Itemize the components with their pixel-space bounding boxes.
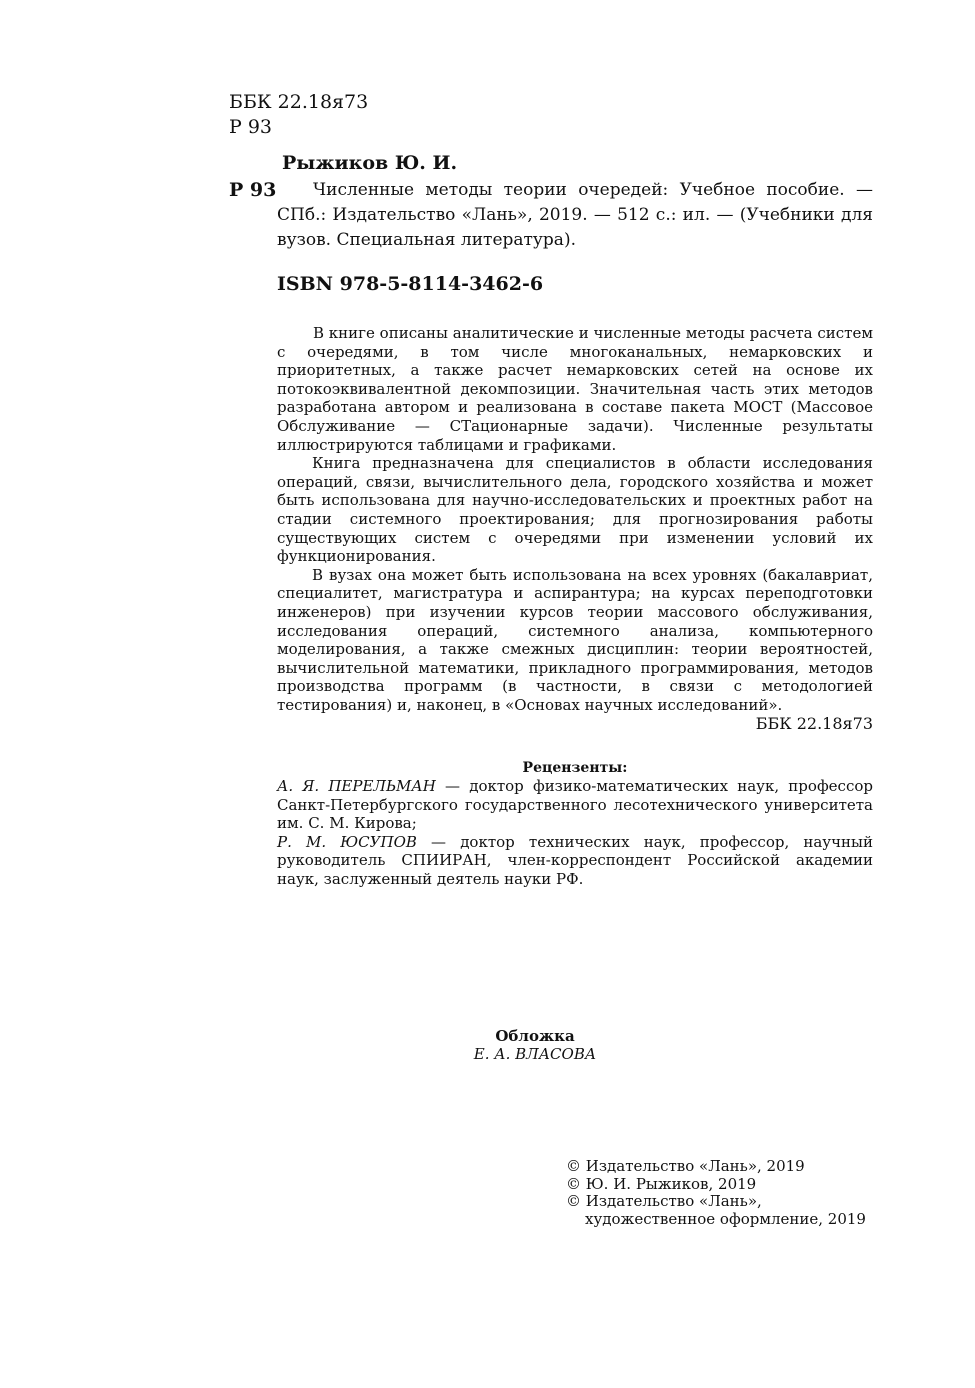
annotation-paragraph: В вузах она может быть использована на всех уровнях (бакалавриат, специалитет, магистратура и аспирантура; на курсах переподготовки инженеров) при изучении курсов теории массового обслуживания, исследования операций, системного анализа, компьютерного моделирования, а также смежных дисциплин: теории вероятностей, вычислительной математики, прикладного программирования, методов производства программ (в частности, в связи с методологией тестирования) и, наконец, в «Основах научных исследований». (277, 565, 873, 714)
annotation (277, 324, 873, 714)
cover-title: Обложка (495, 1027, 575, 1045)
reviewer-name: Р. М. ЮСУПОВ (277, 832, 417, 851)
copyright-line: художественное оформление, 2019 (585, 1209, 866, 1228)
annotation-paragraph: В книге описаны аналитические и численные методы расчета систем с очередями, в том числе многоканальных, немарковских и приоритетных, а также расчет немарковских сетей на основе их потокоэквивалентной декомпозиции. Значительная часть этих методов разработана автором и реализована в составе пакета МОСТ (Массовое Обслуживание — СТационарные задачи). Численные результаты иллюстрируются таблицами и графиками. (277, 324, 873, 454)
reviewer-entry (277, 833, 873, 889)
bbk-classification (229, 90, 368, 140)
bbk-code: ББК 22.18я73 (229, 91, 369, 113)
isbn: ISBN 978-5-8114-3462-6 (277, 273, 544, 295)
cover-designer: Е. А. ВЛАСОВА (473, 1045, 597, 1063)
bbk-code-right: ББК 22.18я73 (755, 714, 873, 733)
copyright-line: © Издательство «Лань», 2019 (566, 1157, 805, 1175)
reviewer-credentials: — доктор физико-математических наук, профессор Санкт-Петербургского государственного лесотехнического университета им. С. М. Кирова; (277, 777, 873, 833)
bbk-author-mark: Р 93 (229, 116, 273, 138)
reviewers-list (277, 777, 873, 889)
bibliographic-description: Численные методы теории очередей: Учебное пособие. — СПб.: Издательство «Лань», 2019. — 512 с.: ил. — (Учебники для вузов. Специальная литература). (277, 180, 873, 250)
reviewer-name: А. Я. ПЕРЕЛЬМАН (277, 777, 436, 795)
reviewer-entry (277, 777, 873, 833)
cover-credit (430, 1027, 640, 1063)
copyright-line: © Издательство «Лань», (566, 1192, 762, 1210)
reviewer-credentials: — доктор технических наук, профессор, научный руководитель СПИИРАН, член-корреспондент Российской академии наук, заслуженный деятель науки РФ. (277, 832, 873, 888)
copyright-line: © Ю. И. Рыжиков, 2019 (566, 1174, 757, 1193)
copyright-block (566, 1158, 886, 1228)
reviewers-title: Рецензенты: (522, 760, 628, 776)
author-name: Рыжиков Ю. И. (282, 152, 458, 174)
entry-mark: Р 93 (229, 179, 277, 201)
annotation-paragraph: Книга предназначена для специалистов в области исследования операций, связи, вычислительного дела, городского хозяйства и может быть использована для научно-исследовательских и проектных работ на стадии системного проектирования; для прогнозирования работы существующих систем с очередями при изменении условий их функционирования. (277, 454, 873, 566)
